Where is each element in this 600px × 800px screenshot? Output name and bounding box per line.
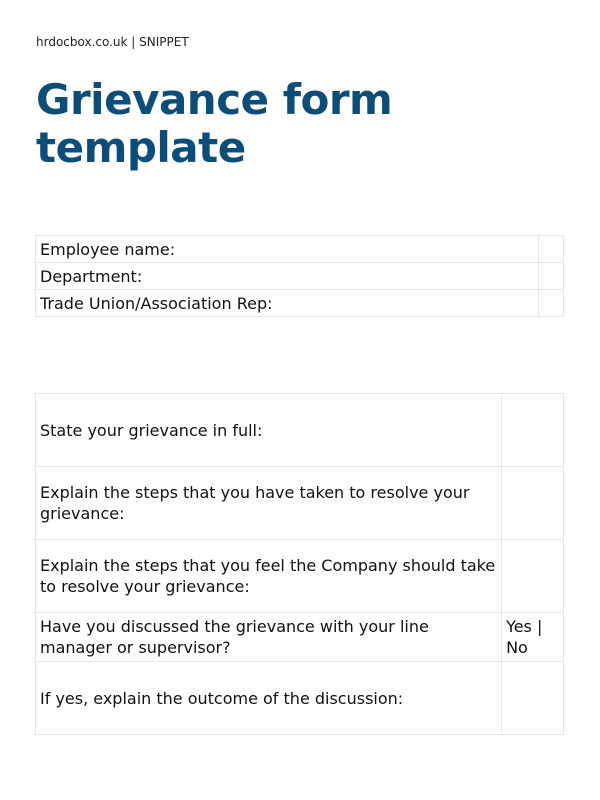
discussed-yes-no-field[interactable]: Yes | No bbox=[502, 613, 564, 662]
discussion-outcome-label: If yes, explain the outcome of the discussion: bbox=[36, 662, 502, 735]
table-row bbox=[36, 540, 564, 613]
table-row bbox=[36, 467, 564, 540]
company-steps-field[interactable] bbox=[502, 540, 564, 613]
title-line-2: template bbox=[36, 123, 246, 172]
union-rep-label: Trade Union/Association Rep: bbox=[36, 290, 539, 317]
page-title bbox=[36, 76, 556, 172]
source-label: hrdocbox.co.uk | SNIPPET bbox=[36, 35, 189, 49]
title-line-1: Grievance form bbox=[36, 75, 393, 124]
table-row bbox=[36, 613, 564, 662]
grievance-statement-label: State your grievance in full: bbox=[36, 394, 502, 467]
grievance-details-table bbox=[35, 393, 564, 735]
table-row bbox=[36, 290, 564, 317]
steps-taken-field[interactable] bbox=[502, 467, 564, 540]
employee-details-table bbox=[35, 235, 564, 317]
table-row bbox=[36, 236, 564, 263]
department-label: Department: bbox=[36, 263, 539, 290]
union-rep-field[interactable] bbox=[539, 290, 564, 317]
discussed-label: Have you discussed the grievance with your line manager or supervisor? bbox=[36, 613, 502, 662]
employee-name-field[interactable] bbox=[539, 236, 564, 263]
employee-name-label: Employee name: bbox=[36, 236, 539, 263]
department-field[interactable] bbox=[539, 263, 564, 290]
discussion-outcome-field[interactable] bbox=[502, 662, 564, 735]
table-row bbox=[36, 662, 564, 735]
table-row bbox=[36, 263, 564, 290]
company-steps-label: Explain the steps that you feel the Company should take to resolve your grievance: bbox=[36, 540, 502, 613]
table-row bbox=[36, 394, 564, 467]
grievance-statement-field[interactable] bbox=[502, 394, 564, 467]
steps-taken-label: Explain the steps that you have taken to resolve your grievance: bbox=[36, 467, 502, 540]
